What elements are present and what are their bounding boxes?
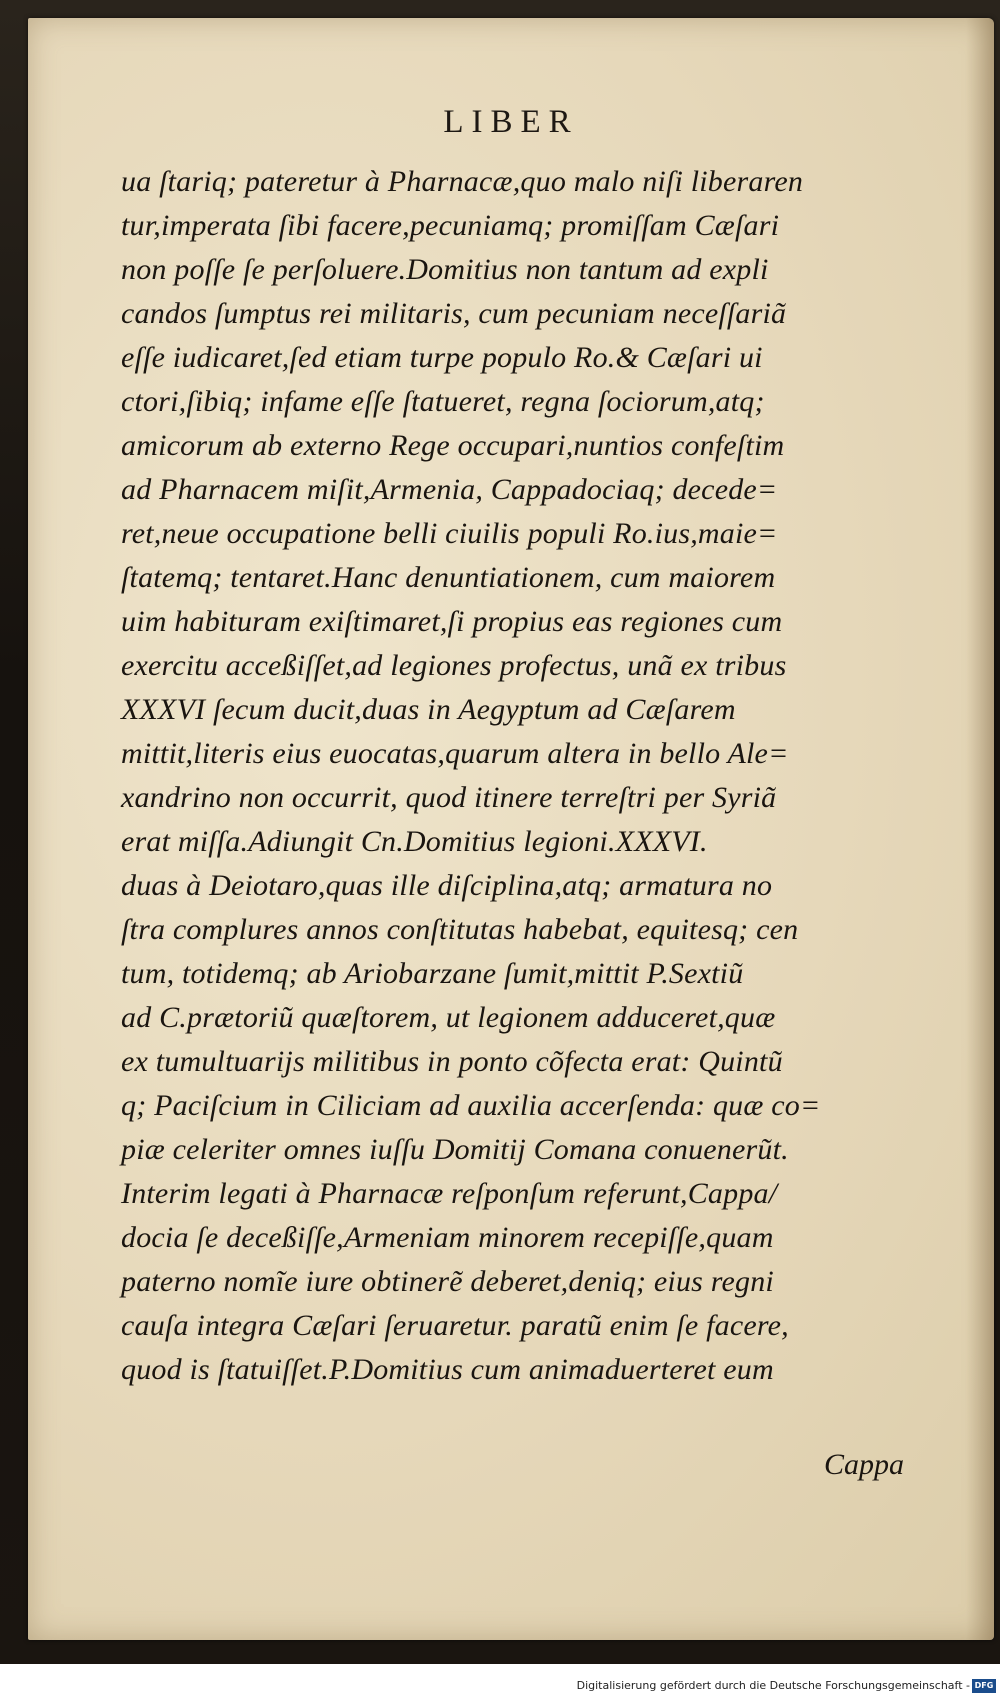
text-line: piæ celeriter omnes iuſſu Domitij Comana conuenerũt. xyxy=(121,1133,789,1166)
text-line: tum, totidemq; ab Ariobarzane ſumit,mittit P.Sextiũ xyxy=(121,957,744,990)
text-line: ua ſtariq; pateretur à Pharnacæ,quo malo niſi liberaren xyxy=(121,165,804,198)
text-line: mittit,literis eius euocatas,quarum altera in bello Ale= xyxy=(121,737,789,770)
footer-credit: Digitalisierung gefördert durch die Deutsche Forschungsgemeinschaft - xyxy=(576,1679,970,1692)
running-head: LIBER xyxy=(443,104,579,140)
catchword: Cappa xyxy=(823,1448,904,1481)
text-line: exercitu acceßiſſet,ad legiones profectus, unã ex tribus xyxy=(121,649,787,682)
text-line: ctori,ſibiq; infame eſſe ſtatueret, regna ſociorum,atq; xyxy=(121,385,765,418)
text-line: ad Pharnacem miſit,Armenia, Cappadociaq; decede= xyxy=(121,473,778,506)
text-line: cauſa integra Cæſari ſeruaretur. paratũ enim ſe facere, xyxy=(121,1309,789,1342)
page-edge-shadow xyxy=(966,18,994,1640)
book-page xyxy=(28,18,994,1640)
text-line: ad C.prætoriũ quæſtorem, ut legionem adduceret,quæ xyxy=(121,1001,776,1034)
text-line: duas à Deiotaro,quas ille diſciplina,atq; armatura no xyxy=(121,869,773,902)
text-line: ſtra complures annos conſtitutas habebat, equitesq; cen xyxy=(121,913,799,946)
text-line: quod is ſtatuiſſet.P.Domitius cum animaduerteret eum xyxy=(121,1353,774,1386)
text-line: eſſe iudicaret,ſed etiam turpe populo Ro.& Cæſari ui xyxy=(121,341,763,374)
text-line: amicorum ab externo Rege occupari,nuntios confeſtim xyxy=(121,429,785,462)
text-line: candos ſumptus rei militaris, cum pecuniam neceſſariã xyxy=(121,297,787,330)
text-line: ex tumultuarijs militibus in ponto cõfecta erat: Quintũ xyxy=(121,1045,783,1078)
digitization-footer xyxy=(0,1664,1000,1700)
text-line: docia ſe deceßiſſe,Armeniam minorem recepiſſe,quam xyxy=(121,1221,774,1254)
text-line: XXXVI ſecum ducit,duas in Aegyptum ad Cæſarem xyxy=(121,693,736,726)
text-line: erat miſſa.Adiungit Cn.Domitius legioni.XXXVI. xyxy=(121,825,708,858)
text-line: ſtatemq; tentaret.Hanc denuntiationem, cum maiorem xyxy=(121,561,776,594)
body-text xyxy=(121,160,931,1392)
text-line: xandrino non occurrit, quod itinere terreſtri per Syriã xyxy=(121,781,777,814)
text-line: uim habituram exiſtimaret,ſi propius eas regiones cum xyxy=(121,605,783,638)
text-line: Interim legati à Pharnacæ reſponſum referunt,Cappa/ xyxy=(121,1177,778,1210)
text-line: ret,neue occupatione belli ciuilis populi Ro.ius,maie= xyxy=(121,517,778,550)
text-line: q; Paciſcium in Ciliciam ad auxilia accerſenda: quæ co= xyxy=(121,1089,821,1122)
text-line: non poſſe ſe perſoluere.Domitius non tantum ad expli xyxy=(121,253,769,286)
text-line: tur,imperata ſibi facere,pecuniamq; promiſſam Cæſari xyxy=(121,209,780,242)
dfg-logo: DFG xyxy=(972,1679,996,1693)
text-line: paterno nomĩe iure obtinerẽ deberet,deniq; eius regni xyxy=(121,1265,774,1298)
